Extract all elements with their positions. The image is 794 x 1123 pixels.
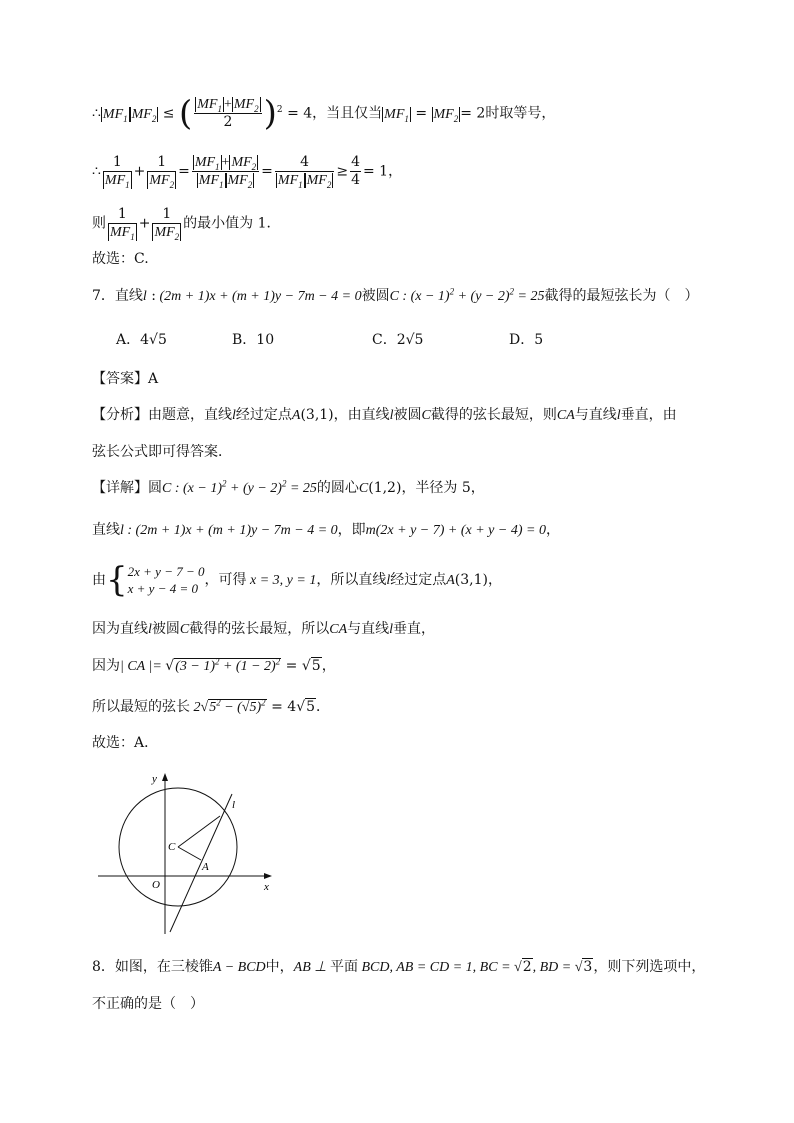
line-minimum: 则 $\frac{1}{MF_1}$ + $\frac{1}{MF_2}$ 的最小值为 1．: [92, 206, 281, 242]
option-a: A．4√5: [116, 332, 167, 348]
detail-line-1: 【详解】圆C : $(x - 1)^2 + (y - 2)^2 = 25$的圆心C(1,2)，半径为 5，: [92, 478, 485, 496]
detail-line-5: 因为| CA |= $√(3 - 1)^2 + (1 - 2)^2 = √5$，: [92, 656, 336, 674]
origin-label: O: [152, 879, 160, 891]
detail-line-2: 直线l : (2m + 1)x + (m + 1)y − 7m − 4 = 0，即m(2x + y − 7) + (x + y − 4) = 0，: [92, 522, 560, 538]
y-axis-label: y: [152, 773, 157, 785]
analysis-line-2: 弦长公式即可得答案．: [92, 444, 232, 460]
question-8-line-1: 8．如图，在三棱锥A − BCD中，AB ⊥ 平面 BCD, AB = CD = 1, BC = √2, BD = √3，则下列选项中，: [92, 959, 706, 975]
x-axis-label: x: [264, 881, 269, 893]
detail-line-3: 由{2x + y − 7 − 0 x + y − 4 = 0，可得 x = 3, y = 1，所以直线l经过定点A(3,1)，: [92, 560, 502, 600]
point-a-label: A: [202, 861, 209, 873]
choice-a: 故选：A．: [92, 735, 159, 751]
line-l-label: l: [232, 799, 236, 811]
option-d: D．5: [509, 332, 544, 348]
line-inequality: ∴ $MF_1$ $MF_2$ ≤ ( $\frac{MF_1 + MF_2}{2}$ )$^2$ = 4，当且仅当 $MF_1 = MF_2 = 2$时取等号，: [92, 93, 556, 134]
answer-line: 【答案】A: [92, 371, 159, 387]
choice-c: 故选：C.: [92, 251, 149, 267]
option-b: B．10: [232, 332, 275, 348]
circle-line-figure: [92, 768, 282, 940]
question-7: 7．直线l : (2m + 1)x + (m + 1)y − 7m − 4 = 0被圆C : $(x - 1)^2 + (y - 2)^2 = 25$截得的最短弦长为（ ）: [92, 286, 699, 304]
option-c: C．2√5: [372, 332, 424, 348]
detail-line-6: 所以最短的弦长 $2√5^2 - (√5)^2 = 4√5$．: [92, 697, 331, 715]
analysis-line-1: 【分析】由题意，直线l经过定点A(3,1)，由直线l被圆C截得的弦长最短，则CA与直线l垂直，由: [92, 407, 677, 423]
point-c-label: C: [168, 841, 176, 853]
line-reciprocal-sum: ∴ $\frac{1}{MF_1}$ + $\frac{1}{MF_2}$ = $\frac{MF_1 + MF_2}{MF_1 MF_2}$ = $\frac{4}{MF_1 MF_2}$ ≥ $\frac{4}{4}$ = 1，: [92, 154, 403, 190]
detail-line-4: 因为直线l被圆C截得的弦长最短，所以CA与直线l垂直，: [92, 621, 436, 637]
question-8-line-2: 不正确的是（ ）: [92, 996, 204, 1012]
